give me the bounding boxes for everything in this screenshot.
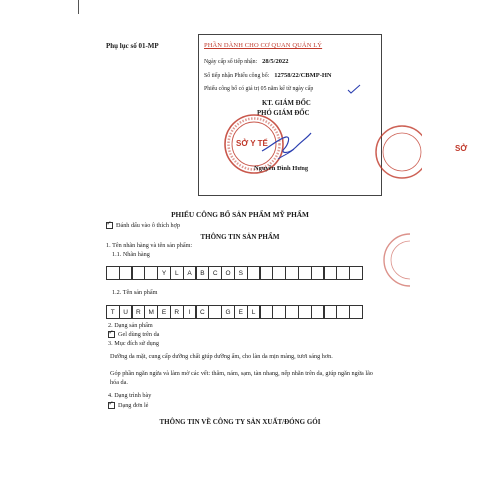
product-char-cell	[285, 305, 299, 319]
brand-char-cell	[311, 266, 325, 280]
product-char-cell	[272, 305, 286, 319]
product-char-cell: C	[196, 305, 210, 319]
checkbox-icon	[108, 402, 115, 409]
brand-char-cell	[285, 266, 299, 280]
brand-char-cell: A	[183, 266, 197, 280]
checkbox-icon	[108, 331, 115, 338]
kt-director-title: KT. GIÁM ĐỐC	[262, 100, 311, 107]
purpose-paragraph-1: Dưỡng da mặt, cung cấp dưỡng chất giúp dưỡng ẩm, cho làn da mịn màng, tươi sáng hơn.	[110, 353, 333, 360]
product-char-cell: I	[183, 305, 197, 319]
brand-char-cell	[106, 266, 120, 280]
handwritten-tick-icon	[347, 84, 361, 94]
product-char-boxes	[106, 305, 362, 319]
q4-option-row	[108, 402, 148, 409]
brand-char-boxes	[106, 266, 362, 280]
brand-char-cell: O	[221, 266, 235, 280]
q2-label: 2. Dạng sản phẩm	[108, 322, 153, 329]
issue-date-row	[204, 58, 289, 65]
q4-option-text: Dạng đơn lẻ	[118, 402, 149, 409]
instruction-text: Đánh dấu vào ô thích hợp	[116, 222, 180, 229]
brand-char-cell: C	[208, 266, 222, 280]
product-char-cell	[208, 305, 222, 319]
q2-option-text: Gel dùng trên da	[118, 331, 160, 338]
section-company-title: THÔNG TIN VỀ CÔNG TY SẢN XUẤT/ĐÓNG GÓI	[159, 418, 321, 426]
q3-label: 3. Mục đích sử dụng	[108, 340, 159, 347]
product-char-cell: R	[132, 305, 146, 319]
product-char-cell	[311, 305, 325, 319]
side-seal-icon	[362, 122, 422, 182]
brand-char-cell: S	[234, 266, 248, 280]
purpose-paragraph-2: Góp phần ngăn ngừa và làm mờ các vết: thâm, nám, sạm, tàn nhang, nếp nhăn trên da, giúp ngăn ngừa lão hóa da.	[110, 370, 373, 386]
q2-option-row	[108, 331, 159, 338]
agency-box-title: PHẦN DÀNH CHO CƠ QUAN QUẢN LÝ	[204, 42, 323, 49]
q1-1-label: 1.1. Nhãn hàng	[112, 251, 150, 258]
seal-text: SỞ Y TẾ	[236, 139, 268, 148]
brand-char-cell	[336, 266, 350, 280]
section-product-title: THÔNG TIN SẢN PHẨM	[200, 233, 280, 241]
brand-char-cell: Y	[157, 266, 171, 280]
brand-char-cell	[272, 266, 286, 280]
product-char-cell: T	[106, 305, 120, 319]
product-char-cell: G	[221, 305, 235, 319]
product-char-cell: U	[119, 305, 133, 319]
product-char-cell: L	[247, 305, 261, 319]
product-char-cell	[260, 305, 274, 319]
brand-char-cell	[132, 266, 146, 280]
brand-char-cell	[298, 266, 312, 280]
brand-char-cell	[247, 266, 261, 280]
deputy-director-title: PHÓ GIÁM ĐỐC	[257, 110, 310, 117]
issue-date-label: Ngày cấp số tiếp nhận:	[204, 59, 258, 65]
signer-name: Nguyễn Đình Hưng	[254, 165, 309, 172]
product-char-cell	[324, 305, 338, 319]
q1-2-label: 1.2. Tên sản phẩm	[112, 289, 158, 296]
brand-char-cell	[144, 266, 158, 280]
product-char-cell: R	[170, 305, 184, 319]
product-char-cell	[336, 305, 350, 319]
q4-label: 4. Dạng trình bày	[108, 392, 152, 399]
q1-label: 1. Tên nhãn hàng và tên sản phẩm:	[106, 242, 193, 249]
brand-char-cell	[349, 266, 363, 280]
form-title: PHIẾU CÔNG BỐ SẢN PHẨM MỸ PHẨM	[171, 210, 309, 219]
top-rule	[78, 0, 79, 14]
product-char-cell: M	[144, 305, 158, 319]
brand-char-cell	[119, 266, 133, 280]
issue-date-value: 28/5/2022	[262, 58, 289, 65]
validity-text: Phiếu công bố có giá trị 05 năm kể từ ngày cấp	[204, 86, 314, 92]
appendix-label: Phụ lục số 01-MP	[106, 42, 159, 50]
receipt-no-value: 12758/22/CBMP-HN	[274, 72, 332, 79]
side-seal-text: SỞ	[455, 144, 468, 153]
checkbox-icon	[106, 222, 113, 229]
brand-char-cell	[260, 266, 274, 280]
brand-char-cell: L	[170, 266, 184, 280]
product-char-cell: E	[157, 305, 171, 319]
brand-char-cell: B	[196, 266, 210, 280]
instruction-row	[106, 222, 180, 229]
product-char-cell	[349, 305, 363, 319]
receipt-no-label: Số tiếp nhận Phiếu công bố:	[204, 73, 270, 79]
brand-char-cell	[324, 266, 338, 280]
receipt-no-row	[204, 72, 332, 79]
product-char-cell	[298, 305, 312, 319]
product-char-cell: E	[234, 305, 248, 319]
signature-icon	[258, 125, 313, 163]
